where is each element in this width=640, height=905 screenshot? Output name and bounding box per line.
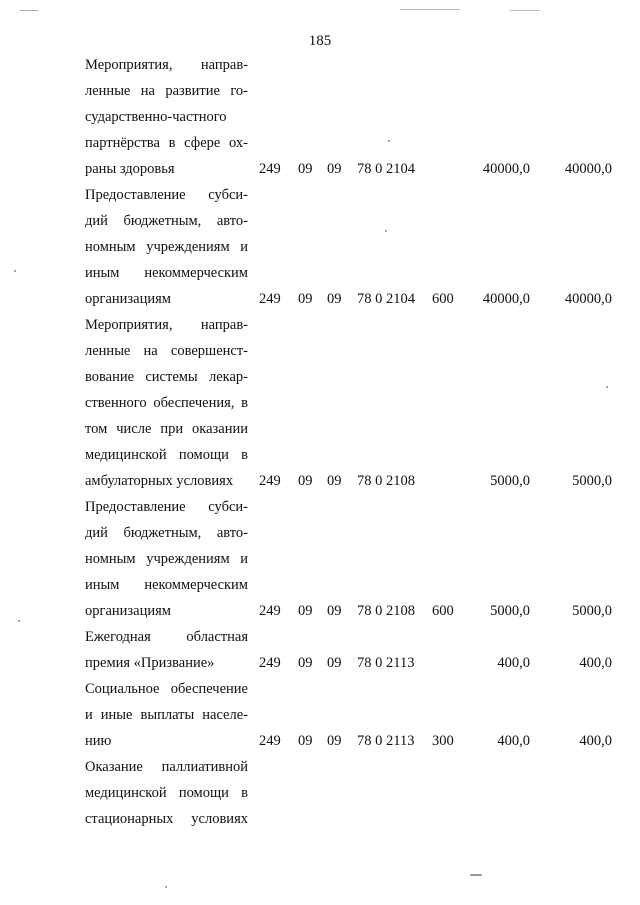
subsection-code: 09 [327, 733, 342, 749]
row-description [85, 676, 248, 754]
amount-year-2: 400,0 [579, 733, 612, 749]
department-code: 249 [259, 733, 281, 749]
target-article-code: 78 0 2108 [357, 603, 415, 619]
subsection-code: 09 [327, 161, 342, 177]
description-line: медицинской помощи в [85, 447, 248, 463]
description-line: нию [85, 733, 112, 749]
description-line: том числе при оказании [85, 421, 248, 437]
description-line: Предоставление субси- [85, 499, 248, 515]
target-article-code: 78 0 2104 [357, 291, 415, 307]
page-number: 185 [308, 33, 332, 49]
subsection-code: 09 [327, 291, 342, 307]
scan-speck [165, 886, 167, 888]
amount-year-2: 40000,0 [564, 291, 612, 307]
description-line: Социальное обеспечение [85, 681, 248, 697]
section-code: 09 [298, 603, 313, 619]
row-description [85, 754, 248, 832]
scan-speck [14, 270, 16, 272]
amount-year-1: 40000,0 [482, 291, 530, 307]
description-line: ленные на развитие го- [85, 83, 248, 99]
amount-year-1: 5000,0 [490, 473, 530, 489]
target-article-code: 78 0 2104 [357, 161, 415, 177]
target-article-code: 78 0 2108 [357, 473, 415, 489]
description-line: вование системы лекар- [85, 369, 248, 385]
subsection-code: 09 [327, 655, 342, 671]
description-line: медицинской помощи в [85, 785, 248, 801]
section-code: 09 [298, 733, 313, 749]
amount-year-2: 400,0 [579, 655, 612, 671]
target-article-code: 78 0 2113 [357, 733, 415, 749]
row-description [85, 182, 248, 312]
description-line: Мероприятия, направ- [85, 57, 248, 73]
section-code: 09 [298, 291, 313, 307]
amount-year-2: 40000,0 [564, 161, 612, 177]
scan-speck [20, 10, 38, 11]
row-description [85, 312, 248, 494]
scan-speck [510, 10, 540, 11]
description-line: стационарных условиях [85, 811, 248, 827]
description-line: раны здоровья [85, 161, 175, 177]
description-line: амбулаторных условиях [85, 473, 234, 489]
section-code: 09 [298, 161, 313, 177]
description-line: иным некоммерческим [85, 265, 248, 281]
description-line: сударственно-частного [85, 109, 227, 125]
scan-speck [470, 874, 482, 876]
row-description [85, 52, 248, 182]
description-line: и иные выплаты населе- [85, 707, 248, 723]
expense-type-code: 600 [432, 291, 454, 307]
description-line: Ежегодная областная [85, 629, 248, 645]
scan-speck [388, 140, 390, 142]
amount-year-1: 400,0 [497, 655, 530, 671]
department-code: 249 [259, 603, 281, 619]
row-description [85, 624, 248, 676]
expense-type-code: 600 [432, 603, 454, 619]
scan-speck [18, 620, 20, 622]
description-line: организациям [85, 603, 171, 619]
description-line: дий бюджетным, авто- [85, 525, 248, 541]
amount-year-1: 40000,0 [482, 161, 530, 177]
scan-speck [606, 386, 608, 388]
section-code: 09 [298, 655, 313, 671]
description-line: Мероприятия, направ- [85, 317, 248, 333]
department-code: 249 [259, 655, 281, 671]
subsection-code: 09 [327, 603, 342, 619]
description-line: дий бюджетным, авто- [85, 213, 248, 229]
description-line: Предоставление субси- [85, 187, 248, 203]
description-line: организациям [85, 291, 171, 307]
section-code: 09 [298, 473, 313, 489]
department-code: 249 [259, 473, 281, 489]
department-code: 249 [259, 291, 281, 307]
description-line: премия «Призвание» [85, 655, 215, 671]
department-code: 249 [259, 161, 281, 177]
row-description [85, 494, 248, 624]
description-line: Оказание паллиативной [85, 759, 248, 775]
target-article-code: 78 0 2113 [357, 655, 415, 671]
scan-speck [400, 9, 460, 10]
subsection-code: 09 [327, 473, 342, 489]
description-line: партнёрства в сфере ох- [85, 135, 248, 151]
description-line: номным учреждениям и [85, 551, 248, 567]
description-line: ственного обеспечения, в [85, 395, 248, 411]
description-line: ленные на совершенст- [85, 343, 248, 359]
scan-speck [385, 230, 387, 232]
amount-year-1: 5000,0 [490, 603, 530, 619]
amount-year-2: 5000,0 [572, 473, 612, 489]
description-line: номным учреждениям и [85, 239, 248, 255]
amount-year-1: 400,0 [497, 733, 530, 749]
amount-year-2: 5000,0 [572, 603, 612, 619]
description-line: иным некоммерческим [85, 577, 248, 593]
expense-type-code: 300 [432, 733, 454, 749]
